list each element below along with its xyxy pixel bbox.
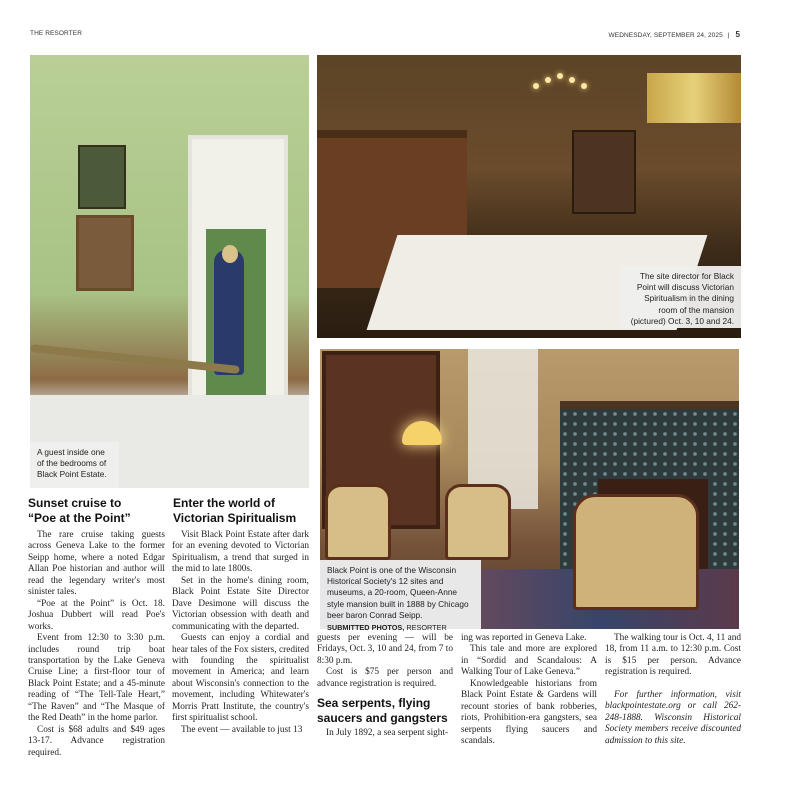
headline-line: Enter the world of — [173, 496, 275, 510]
parlor-caption-text: Black Point is one of the Wisconsin Historical Society's 12 sites and museums, a 20-room, Queen-Anne style mansion built in 1888 by Chicago beer baron Conrad Seipp. — [327, 565, 469, 620]
page-number: 5 — [735, 30, 740, 39]
headline-poe-cruise — [28, 496, 131, 526]
article-column-4 — [461, 633, 597, 748]
article-column-3-bottom — [317, 728, 453, 739]
dining-room-caption: The site director for Black Point will discuss Victorian Spiritualism in the dining room of the mansion (pictured) Oct. 3, 10 and 24. — [620, 266, 741, 328]
bedroom-caption: A guest inside one of the bedrooms of Black Point Estate. — [30, 442, 119, 488]
paragraph: In July 1892, a sea serpent sight- — [326, 728, 449, 738]
paragraph: Cost is $68 adults and $49 ages 13-17. Advance registration required. — [28, 724, 165, 758]
credit-source: RESORTER — [404, 623, 447, 633]
china-cabinet — [572, 130, 636, 214]
publication-name: THE RESORTER — [30, 30, 83, 37]
article-column-2 — [172, 530, 309, 736]
headline-line: Victorian Spiritualism — [173, 511, 297, 525]
paragraph: ing was reported in Geneva Lake. — [461, 633, 587, 643]
paragraph: Visit Black Point Estate after dark for an evening devoted to Victorian Spiritualism, a trend that surged in the mid to late 1800s. — [172, 530, 309, 575]
paragraph: Knowledgeable historians from Black Point Estate & Gardens will recount stories of bank robberies, riots, Prohibition-era gangsters, sea serpents flying saucers and scandals. — [461, 678, 597, 747]
page-header-right — [609, 30, 740, 39]
chandelier — [529, 65, 589, 105]
paragraph: “Poe at the Point” is Oct. 18. Joshua Dubbert will read Poe's works. — [28, 598, 165, 632]
paragraph: This tale and more are explored in “Sordid and Scandalous: A Walking Tour of Lake Geneva.” — [461, 644, 597, 678]
guest-figure — [214, 250, 244, 375]
stained-glass-window — [647, 73, 741, 123]
header-separator: | — [727, 32, 730, 39]
article-column-3-top — [317, 633, 453, 690]
paragraph: The event — available to just 13 — [181, 724, 303, 735]
issue-date: WEDNESDAY, SEPTEMBER 24, 2025 — [608, 32, 723, 39]
credit-label: SUBMITTED PHOTOS, — [327, 623, 405, 633]
headline-line: saucers and gangsters — [317, 711, 448, 725]
further-info-paragraph: For further information, visit blackpointestate.org or call 262-248-1888. Wisconsin Historical Society members receive discounted admission to this site. — [605, 689, 741, 746]
wall-picture — [78, 145, 126, 209]
paragraph: The rare cruise taking guests across Geneva Lake to the former Seipp home, where a noted Edgar Allan Poe historian and author will read the legendary writer's most sinister tales. — [28, 530, 165, 598]
headline-sea-serpents — [317, 696, 448, 726]
headline-line: Sea serpents, flying — [317, 696, 431, 710]
article-column-1 — [28, 530, 165, 759]
headline-spiritualism — [173, 496, 296, 526]
paragraph: guests per evening — will be Fridays, Oct. 3, 10 and 24, from 7 to 8:30 p.m. — [317, 633, 453, 666]
parlor-caption — [320, 560, 481, 633]
parlor-chair — [325, 484, 391, 560]
article-column-5 — [605, 633, 741, 747]
headline-line: “Poe at the Point” — [28, 511, 131, 525]
paragraph: Guests can enjoy a cordial and hear tales of the Fox sisters, credited with founding the spiritualist movement in America; and learn about Wisconsin's connection to the movement, including Whitewater's Morris Pratt Institute, the country's first spiritualist school. — [172, 633, 309, 724]
paragraph: The walking tour is Oct. 4, 11 and 18, from 11 a.m. to 12:30 p.m. Cost is $15 per person. Advance registration is required. — [605, 633, 741, 678]
paragraph: Cost is $75 per person and advance registration is required. — [317, 667, 453, 689]
headline-line: Sunset cruise to — [28, 496, 122, 510]
armchair — [573, 494, 699, 610]
bedroom-photo — [30, 55, 309, 488]
paragraph: Set in the home's dining room, Black Point Estate Site Director Dave Desimone will discuss the Victorian obsession with death and communicating with the departed. — [172, 575, 309, 632]
parlor-chair — [445, 484, 511, 560]
guest-head — [222, 245, 238, 263]
photo-credit — [327, 622, 474, 633]
paragraph: Event from 12:30 to 3:30 p.m. includes round trip boat transportation by the Lake Geneva Cruise Line; a first-floor tour of Black Point Estate; and a 45-minute reading of “The Tell-Tale Heart,” “The Raven” and “The Masque of the Red Death” in the home parlor. — [28, 633, 165, 724]
vanity-mirror — [76, 215, 134, 291]
